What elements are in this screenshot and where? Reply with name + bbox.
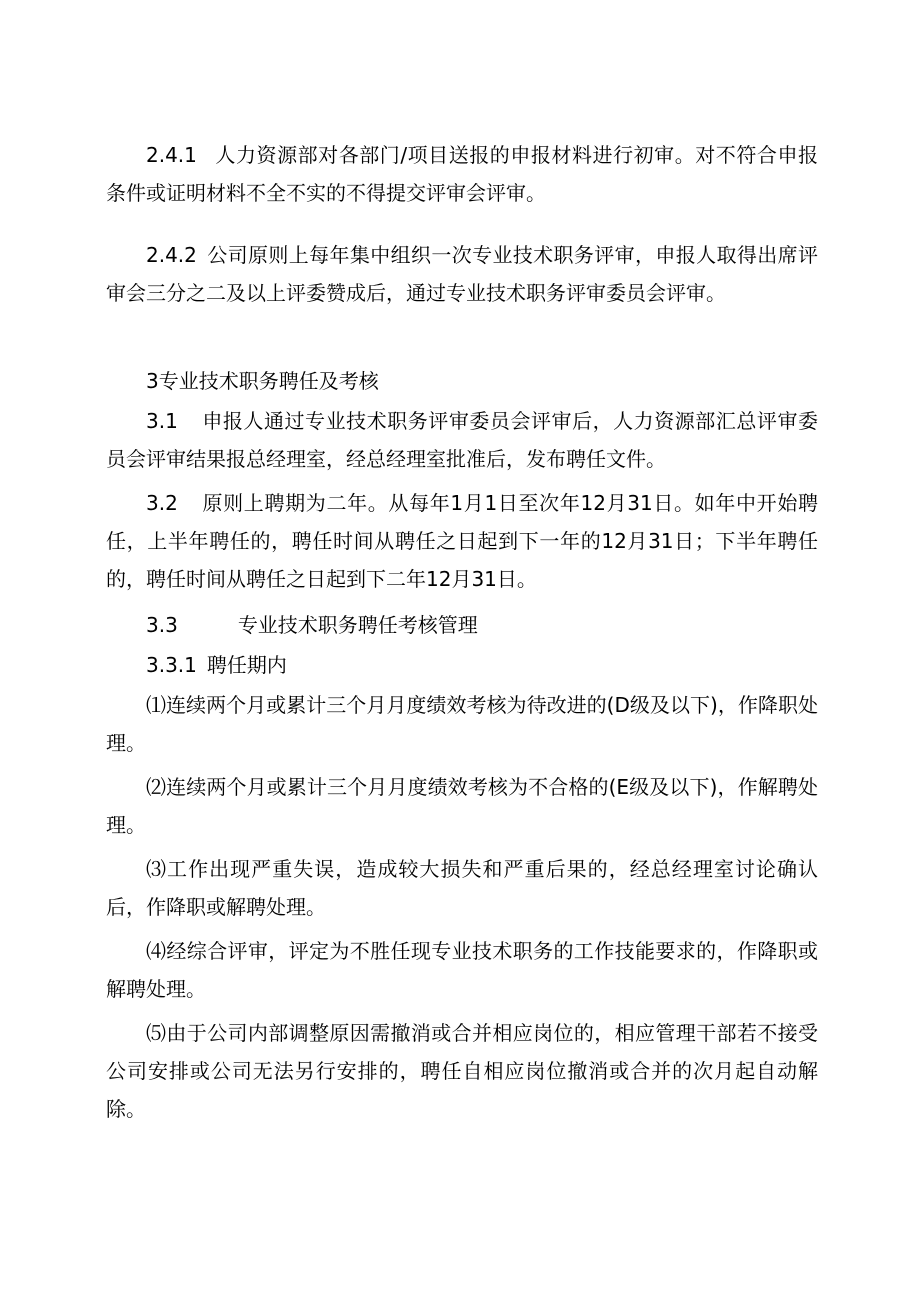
list-item-2 bbox=[106, 768, 818, 844]
clause-text: 原则上聘期为二年。从每年1月1日至次年12月31日。如年中开始聘任，上半年聘任的，聘任时间从聘任之日起到下一年的12月31日；下半年聘任的，聘任时间从聘任之日起到下二年12月31日。 bbox=[106, 491, 818, 591]
clause-text: 公司原则上每年集中组织一次专业技术职务评审，申报人取得出席评审会三分之二及以上评委赞成后，通过专业技术职务评审委员会评审。 bbox=[106, 243, 818, 305]
clause-text: 人力资源部对各部门/项目送报的申报材料进行初审。对不符合申报条件或证明材料不全不实的不得提交评审会评审。 bbox=[106, 143, 818, 205]
clause-text: 申报人通过专业技术职务评审委员会评审后，人力资源部汇总评审委员会评审结果报总经理室，经总经理室批准后，发布聘任文件。 bbox=[106, 409, 818, 471]
paragraph-3-3-1 bbox=[106, 646, 818, 684]
paragraph-2-4-2 bbox=[106, 236, 818, 312]
list-item-4 bbox=[106, 932, 818, 1008]
list-item-text: ⑷经综合评审，评定为不胜任现专业技术职务的工作技能要求的，作降职或解聘处理。 bbox=[106, 939, 818, 1001]
paragraph-3-3 bbox=[106, 606, 818, 644]
clause-number: 3.2 bbox=[146, 491, 178, 515]
section-heading-3 bbox=[106, 362, 818, 400]
section-title: 3专业技术职务聘任及考核 bbox=[146, 369, 379, 393]
list-item-3 bbox=[106, 850, 818, 926]
clause-number: 2.4.2 bbox=[146, 243, 197, 267]
list-item-1 bbox=[106, 686, 818, 762]
list-item-text: ⑶工作出现严重失误，造成较大损失和严重后果的，经总经理室讨论确认后，作降职或解聘处理。 bbox=[106, 857, 818, 919]
list-item-text: ⑵连续两个月或累计三个月月度绩效考核为不合格的(E级及以下)，作解聘处理。 bbox=[106, 775, 818, 837]
paragraph-2-4-1 bbox=[106, 136, 818, 212]
clause-number: 2.4.1 bbox=[146, 143, 197, 167]
list-item-text: ⑸由于公司内部调整原因需撤消或合并相应岗位的，相应管理干部若不接受公司安排或公司无法另行安排的，聘任自相应岗位撤消或合并的次月起自动解除。 bbox=[106, 1021, 818, 1121]
paragraph-3-2 bbox=[106, 484, 818, 598]
clause-number: 3.1 bbox=[146, 409, 178, 433]
list-item-5 bbox=[106, 1014, 818, 1128]
clause-number: 3.3 bbox=[146, 613, 178, 637]
clause-text: 专业技术职务聘任考核管理 bbox=[237, 613, 478, 637]
paragraph-3-1 bbox=[106, 402, 818, 478]
clause-number: 3.3.1 bbox=[146, 653, 197, 677]
list-item-text: ⑴连续两个月或累计三个月月度绩效考核为待改进的(D级及以下)，作降职处理。 bbox=[106, 693, 818, 755]
clause-text: 聘任期内 bbox=[206, 653, 287, 677]
